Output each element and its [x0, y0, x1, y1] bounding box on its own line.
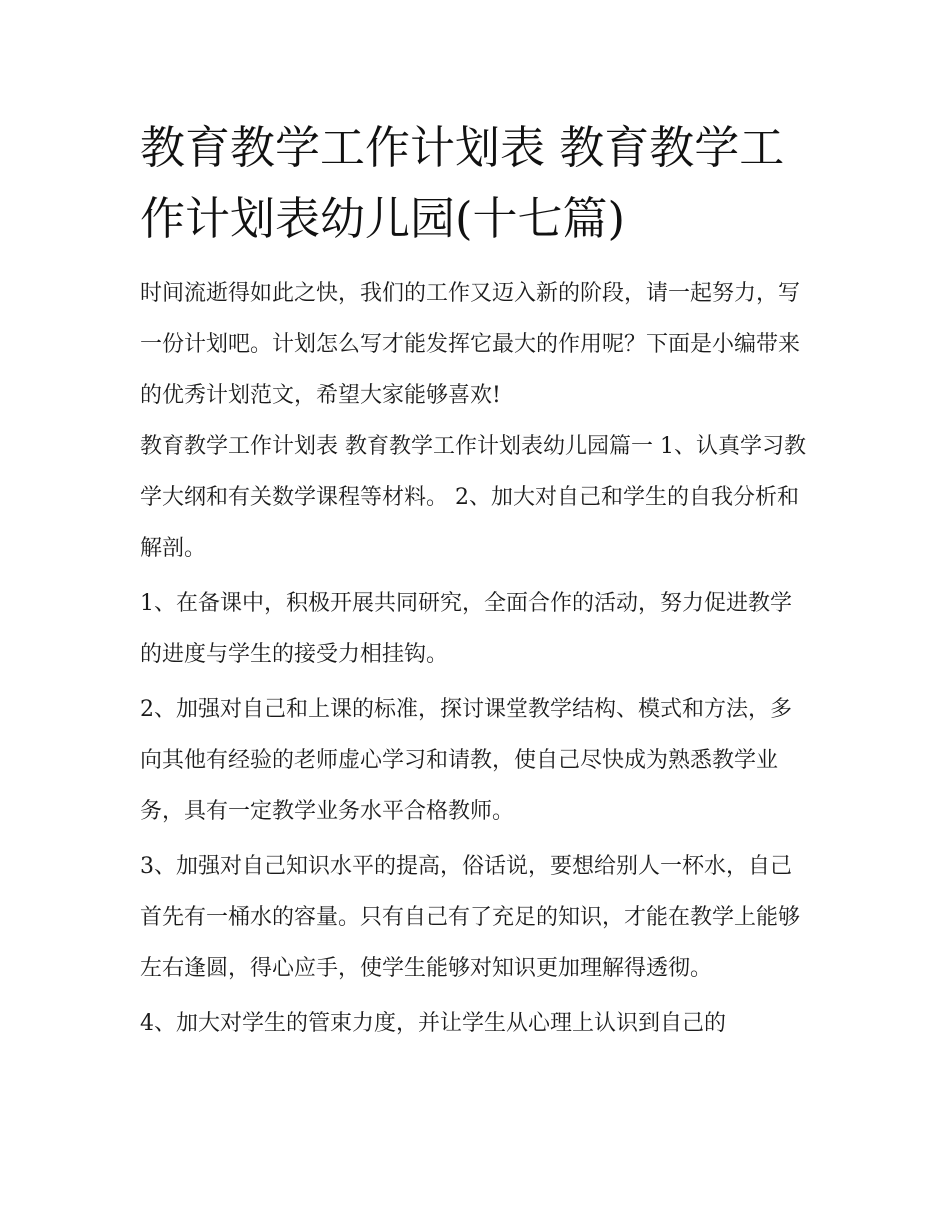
list-item-3: 3、加强对自己知识水平的提高，俗话说，要想给别人一杯水，自己首先有一桶水的容量。只有自己有了充足的知识，才能在教学上能够左右逢圆，得心应手，使学生能够对知识更加理解得透彻。	[140, 854, 801, 981]
list-item-2: 2、加强对自己和上课的标准，探讨课堂教学结构、模式和方法，多向其他有经验的老师虚心学习和请教，使自己尽快成为熟悉教学业务，具有一定教学业务水平合格教师。	[140, 697, 792, 824]
list-item-1: 1、在备课中，积极开展共同研究，全面合作的活动，努力促进教学的进度与学生的接受力相挂钩。	[140, 591, 792, 667]
section-heading-paragraph: 教育教学工作计划表 教育教学工作计划表幼儿园篇一 1、认真学习教学大纲和有关数学课程等材料。 2、加大对自己和学生的自我分析和解剖。	[140, 434, 806, 561]
list-item-4: 4、加大对学生的管束力度，并让学生从心理上认识到自己的	[140, 1011, 726, 1036]
document-title: 教育教学工作计划表 教育教学工作计划表幼儿园(十七篇)	[140, 121, 785, 245]
document-body	[140, 112, 812, 1049]
intro-paragraph: 时间流逝得如此之快，我们的工作又迈入新的阶段，请一起努力，写一份计划吧。计划怎么写才能发挥它最大的作用呢？下面是小编带来的优秀计划范文，希望大家能够喜欢!	[140, 281, 801, 408]
